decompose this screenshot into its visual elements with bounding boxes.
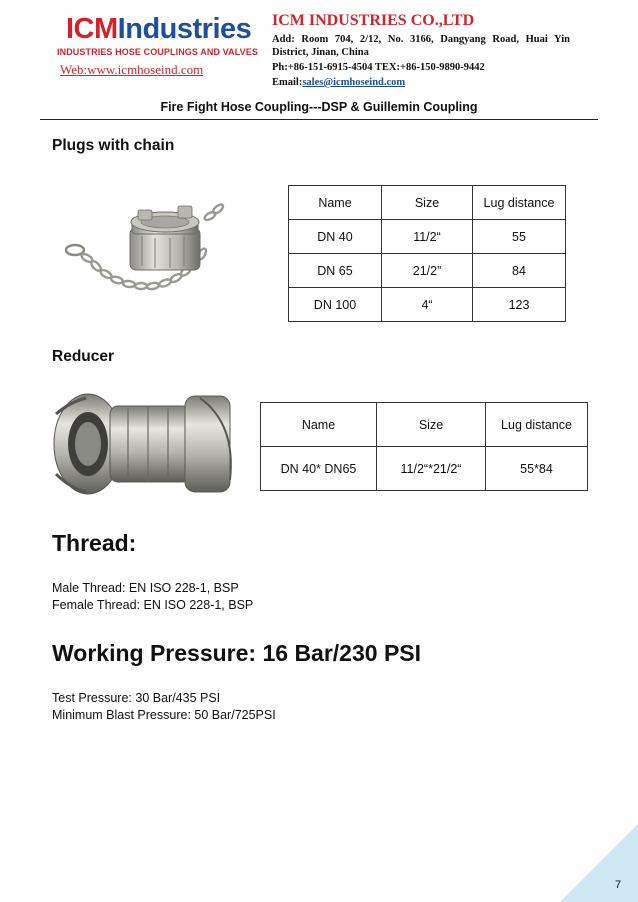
email-label: Email:: [272, 77, 303, 88]
table-header-row: [261, 403, 588, 447]
website-link[interactable]: Web:www.icmhoseind.com: [60, 62, 204, 77]
cell-size: 11/2“: [382, 220, 473, 254]
company-tagline: INDUSTRIES HOSE COUPLINGS AND VALVES: [57, 47, 258, 57]
logo-icm: ICM: [66, 13, 118, 45]
female-thread-text: Female Thread: EN ISO 228-1, BSP: [52, 598, 254, 612]
email-link[interactable]: sales@icmhoseind.com: [302, 77, 406, 88]
page-number: 7: [615, 879, 622, 891]
cell-size: 11/2“*21/2“: [377, 447, 486, 491]
thread-heading: Thread:: [52, 530, 137, 556]
plugs-section-title: Plugs with chain: [52, 137, 175, 154]
cell-name: DN 40* DN65: [261, 447, 377, 491]
cell-name: DN 100: [289, 288, 382, 322]
page-corner-decoration: [560, 824, 638, 902]
cell-name: DN 40: [289, 220, 382, 254]
email-line: [272, 76, 405, 89]
cell-lug-distance: 84: [473, 254, 566, 288]
table-row: [289, 254, 566, 288]
document-title: Fire Fight Hose Coupling---DSP & Guillemin Coupling: [160, 100, 478, 114]
cell-lug-distance: 55: [473, 220, 566, 254]
company-logo: [66, 14, 251, 44]
column-header-size: Size: [377, 403, 486, 447]
table-row: [289, 220, 566, 254]
address-line-1: Add: Room 704, 2/12, No. 3166, Dangyang Road, Huai Yin: [272, 34, 570, 45]
test-pressure-text: Test Pressure: 30 Bar/435 PSI: [52, 691, 221, 705]
column-header-lug-distance: Lug distance: [486, 403, 588, 447]
cell-lug-distance: 123: [473, 288, 566, 322]
blast-pressure-text: Minimum Blast Pressure: 50 Bar/725PSI: [52, 708, 276, 722]
working-pressure-heading: Working Pressure: 16 Bar/230 PSI: [52, 640, 422, 666]
table-row: [261, 447, 588, 491]
column-header-name: Name: [289, 186, 382, 220]
company-name: ICM INDUSTRIES CO.,LTD: [272, 12, 475, 29]
reducer-spec-table: [260, 402, 588, 491]
header-divider: [40, 119, 598, 120]
address-line-2: District, Jinan, China: [272, 47, 369, 58]
table-header-row: [289, 186, 566, 220]
plugs-spec-table: [288, 185, 566, 322]
phone-line: Ph:+86-151-6915-4504 TEX:+86-150-9890-9442: [272, 62, 485, 73]
reducer-section-title: Reducer: [52, 348, 115, 365]
logo-industries: Industries: [117, 13, 252, 45]
cell-size: 4“: [382, 288, 473, 322]
plug-with-chain-image: [60, 178, 235, 328]
reducer-image: [50, 384, 240, 502]
column-header-name: Name: [261, 403, 377, 447]
male-thread-text: Male Thread: EN ISO 228-1, BSP: [52, 581, 239, 595]
cell-size: 21/2”: [382, 254, 473, 288]
column-header-size: Size: [382, 186, 473, 220]
cell-name: DN 65: [289, 254, 382, 288]
table-row: [289, 288, 566, 322]
cell-lug-distance: 55*84: [486, 447, 588, 491]
column-header-lug-distance: Lug distance: [473, 186, 566, 220]
